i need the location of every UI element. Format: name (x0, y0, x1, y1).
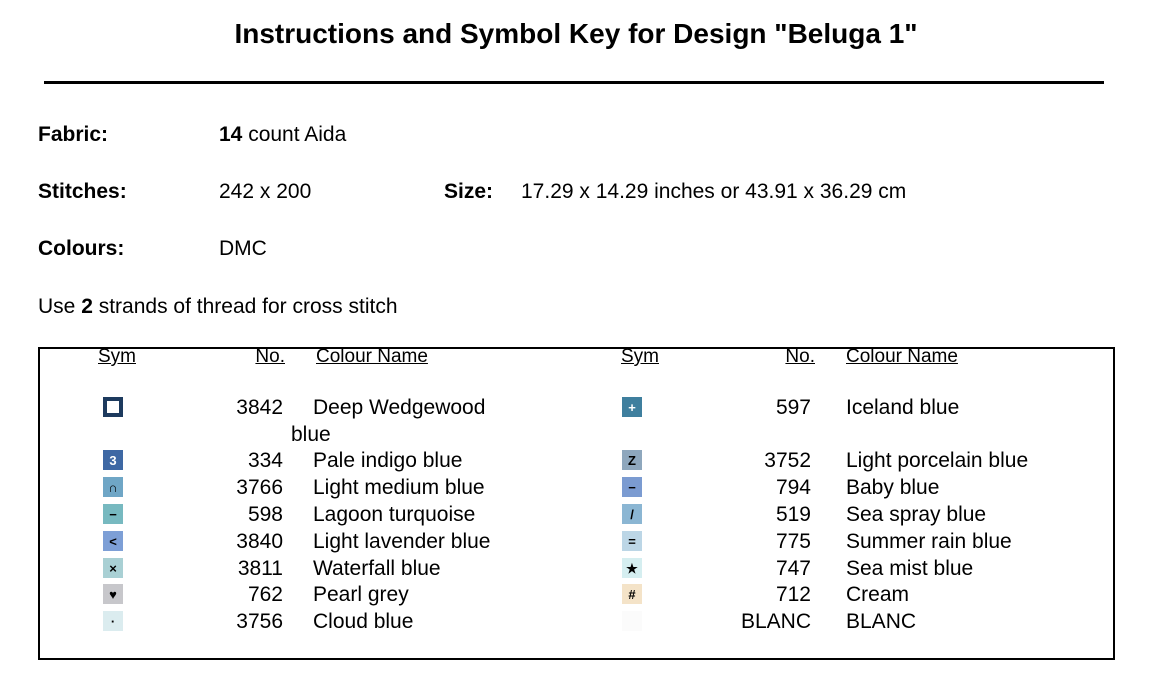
stitches-value: 242 x 200 (219, 180, 312, 203)
right-key-colour-name: Sea mist blue (846, 557, 974, 580)
hash-icon: # (622, 584, 642, 604)
right-key-number: 597 (775, 396, 811, 419)
left-key-number: 3766 (236, 476, 283, 499)
dot-icon: · (103, 611, 123, 631)
slash-icon: / (622, 504, 642, 524)
right-key-colour-name: Baby blue (846, 476, 940, 499)
right-key-number: 775 (775, 530, 811, 553)
right-key-row (0, 503, 1152, 530)
right-key-row (0, 396, 1152, 423)
right-key-colour-name: Summer rain blue (846, 530, 1012, 553)
left-key-colour-name: Deep Wedgewood (313, 396, 486, 419)
strands-post: strands of thread for cross stitch (92, 295, 398, 318)
right-key-number: 747 (775, 557, 811, 580)
right-key-number: 794 (775, 476, 811, 499)
arch-icon: ∩ (103, 477, 123, 497)
right-key-colour-name: Sea spray blue (846, 503, 987, 526)
right-key-number: 519 (775, 503, 811, 526)
fabric-value (219, 123, 346, 147)
right-key-row (0, 583, 1152, 610)
right-key-row (0, 610, 1152, 637)
colours-value: DMC (219, 237, 267, 260)
star-icon: ★ (622, 558, 642, 578)
left-key-colour-name: Lagoon turquoise (313, 503, 476, 526)
left-key-colour-name: Pearl grey (313, 583, 409, 606)
right-key-colour-name: BLANC (846, 610, 917, 633)
three-icon: 3 (103, 450, 123, 470)
less-than-icon: < (103, 531, 123, 551)
right-name-header: Colour Name (846, 346, 958, 367)
right-no-header: No. (785, 346, 815, 367)
left-key-number: 3840 (236, 530, 283, 553)
left-key-number: 334 (247, 449, 283, 472)
left-key-colour-name: Light lavender blue (313, 530, 491, 553)
left-key-colour-name: Waterfall blue (313, 557, 441, 580)
right-key-row (0, 449, 1152, 476)
heart-icon: ♥ (103, 584, 123, 604)
left-key-number: 598 (247, 503, 283, 526)
minus-icon: − (103, 504, 123, 524)
left-name-header: Colour Name (316, 346, 428, 367)
cross-icon: × (103, 558, 123, 578)
left-key-colour-name: Light medium blue (313, 476, 485, 499)
minus-icon: − (622, 477, 642, 497)
right-key-row (0, 530, 1152, 557)
right-key-number: 3752 (764, 449, 811, 472)
right-key-number: 712 (775, 583, 811, 606)
right-sym-header: Sym (621, 346, 659, 367)
z-icon: Z (622, 450, 642, 470)
fabric-type: count Aida (242, 123, 347, 146)
plus-icon: + (622, 397, 642, 417)
colours-label: Colours: (38, 237, 125, 260)
left-key-number: 3756 (236, 610, 283, 633)
right-key-colour-name: Cream (846, 583, 910, 606)
right-key-row (0, 476, 1152, 503)
fabric-label: Fabric: (38, 123, 109, 146)
left-key-number: 762 (247, 583, 283, 606)
size-label: Size: (444, 180, 494, 203)
left-no-header: No. (255, 346, 285, 367)
right-key-number: BLANC (740, 610, 811, 633)
stitches-label: Stitches: (38, 180, 127, 203)
fabric-count: 14 (219, 123, 243, 146)
equals-icon: = (622, 531, 642, 551)
page-title: Instructions and Symbol Key for Design "Beluga 1" (234, 18, 918, 49)
right-key-row (0, 557, 1152, 584)
blank-icon (622, 611, 642, 631)
strands-instruction (38, 295, 398, 319)
size-value: 17.29 x 14.29 inches or 43.91 x 36.29 cm (521, 180, 907, 203)
title-divider (44, 81, 1104, 84)
strands-count: 2 (81, 295, 93, 318)
strands-pre: Use (38, 295, 82, 318)
left-key-colour-name-wrap: blue (291, 423, 331, 446)
left-key-colour-name: Cloud blue (313, 610, 414, 633)
left-key-number: 3811 (237, 557, 283, 580)
left-sym-header: Sym (98, 346, 136, 367)
right-key-colour-name: Iceland blue (846, 396, 960, 419)
left-key-colour-name: Pale indigo blue (313, 449, 463, 472)
right-key-colour-name: Light porcelain blue (846, 449, 1029, 472)
left-key-number: 3842 (236, 396, 283, 419)
